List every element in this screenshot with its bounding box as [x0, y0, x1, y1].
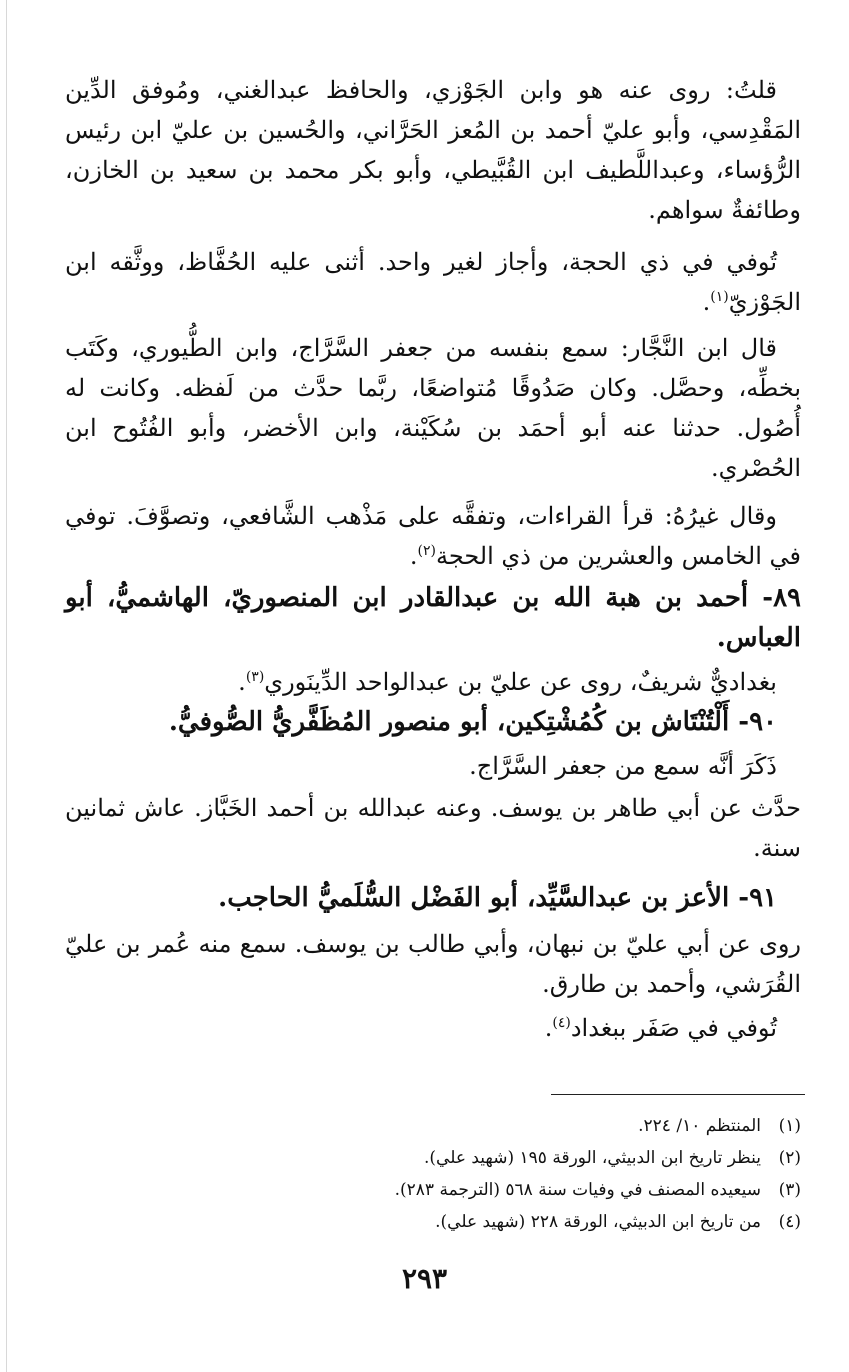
paragraph-text: بغداديٌّ شريفٌ، روى عن عليّ بن عبدالواحد الدِّينَوري	[264, 668, 777, 696]
entry-heading-89: ٨٩- أحمد بن هبة الله بن عبدالقادر ابن المنصوريّ، الهاشميُّ، أبو العباس.	[65, 583, 801, 653]
footnote-number: (١)	[778, 1116, 801, 1136]
paragraph-entry-89: بغداديٌّ شريفٌ، روى عن عليّ بن عبدالواحد الدِّينَوري$^{(٣)}$.	[238, 668, 777, 696]
footnote-text: سيعيده المصنف في وفيات سنة ٥٦٨ (الترجمة ٢٨٣).	[394, 1180, 761, 1200]
paragraph-text: قلتُ: روى عنه هو وابن الجَوْزي، والحافظ عبدالغني، ومُوفق الدِّين المَقْدِسي، وأبو عليّ أحمد بن المُعز الحَرَّاني، والحُسين بن عليّ ابن رئيس الرُّؤساء، وعبداللَّطيف ابن القُبَّيطي، وأبو بكر محمد بن سعيد بن الخازن، وطائفةٌ سواهم.	[65, 76, 801, 224]
footnote-4	[435, 1208, 801, 1236]
footnote-number: (٤)	[778, 1212, 801, 1232]
entry-heading-90: ٩٠- أَلْتُنْتَاش بن كُمُشْتِكين، أبو منصور المُظَفَّريُّ الصُّوفيُّ.	[168, 707, 777, 737]
footnote-text: ينظر تاريخ ابن الدبيثي، الورقة ١٩٥ (شهيد علي).	[423, 1148, 761, 1168]
page-number: ٢٩٣	[401, 1262, 448, 1295]
footnote-number: (٣)	[778, 1180, 801, 1200]
paragraph-entry-91b: تُوفي في صَفَر ببغداد$^{(٤)}$.	[544, 1014, 777, 1042]
footnote-3	[395, 1176, 801, 1204]
footnote-1	[638, 1112, 801, 1140]
paragraph-entry-90b: حدَّث عن أبي طاهر بن يوسف. وعنه عبدالله بن أحمد الخَبَّاز. عاش ثمانين سنة.	[65, 794, 801, 862]
paragraph-text: وقال غيرُهُ: قرأ القراءات، وتفقَّه على مَذْهب الشَّافعي، وتصوَّفَ. توفي في الخامس والعشرين من ذي الحجة	[65, 502, 801, 570]
footnote-ref[interactable]: (٢)	[417, 543, 436, 559]
footnote-ref[interactable]: (٤)	[552, 1015, 571, 1031]
paragraph-entry-90a: ذَكَرَ أنَّه سمع من جعفر السَّرَّاج.	[469, 752, 777, 780]
footnote-number: (٢)	[778, 1148, 801, 1168]
paragraph-text: تُوفي في ذي الحجة، وأجاز لغير واحد. أثنى عليه الحُفَّاظ، ووثَّقه ابن الجَوْزيّ	[65, 248, 801, 316]
paragraph-text: تُوفي في صَفَر ببغداد	[570, 1014, 777, 1042]
footnote-ref[interactable]: (٣)	[245, 669, 265, 685]
paragraph-text: قال ابن النَّجَّار: سمع بنفسه من جعفر السَّرَّاج، وابن الطُّيوري، وكَتَب بخطِّه، وحصَّل. وكان صَدُوقًا مُتواضعًا، ربَّما حدَّث من لَفظه. وكانت له أُصُول. حدثنا عنه أبو أحمَد بن سُكَيْنة، وابن الأخضر، وأبو الفُتُوح ابن الحُصْري.	[65, 334, 801, 482]
paragraph-death: تُوفي في ذي الحجة، وأجاز لغير واحد. أثنى عليه الحُفَّاظ، ووثَّقه ابن الجَوْزيّ$^{(١)}$.	[65, 248, 801, 316]
page-edge-line	[6, 0, 7, 1372]
paragraph-others: وقال غيرُهُ: قرأ القراءات، وتفقَّه على مَذْهب الشَّافعي، وتصوَّفَ. توفي في الخامس والعشرين من ذي الحجة$^{(٢)}$.	[65, 502, 801, 570]
paragraph-narrators	[65, 70, 801, 230]
entry-heading-91: ٩١- الأعز بن عبدالسَّيِّد، أبو الفَضْل السُّلَميُّ الحاجب.	[218, 883, 777, 913]
paragraph-entry-91a: روى عن أبي عليّ بن نبهان، وأبي طالب بن يوسف. سمع منه عُمر بن عليّ القُرَشي، وأحمد بن طارق.	[65, 930, 801, 998]
footnote-text: المنتظم ١٠/ ٢٢٤.	[638, 1116, 761, 1136]
footnote-ref[interactable]: (١)	[710, 289, 729, 305]
paragraph-ibn-najjar	[65, 328, 801, 488]
footnote-separator	[551, 1094, 805, 1095]
footnote-text: من تاريخ ابن الدبيثي، الورقة ٢٢٨ (شهيد علي).	[435, 1212, 761, 1232]
footnote-2	[424, 1144, 801, 1172]
